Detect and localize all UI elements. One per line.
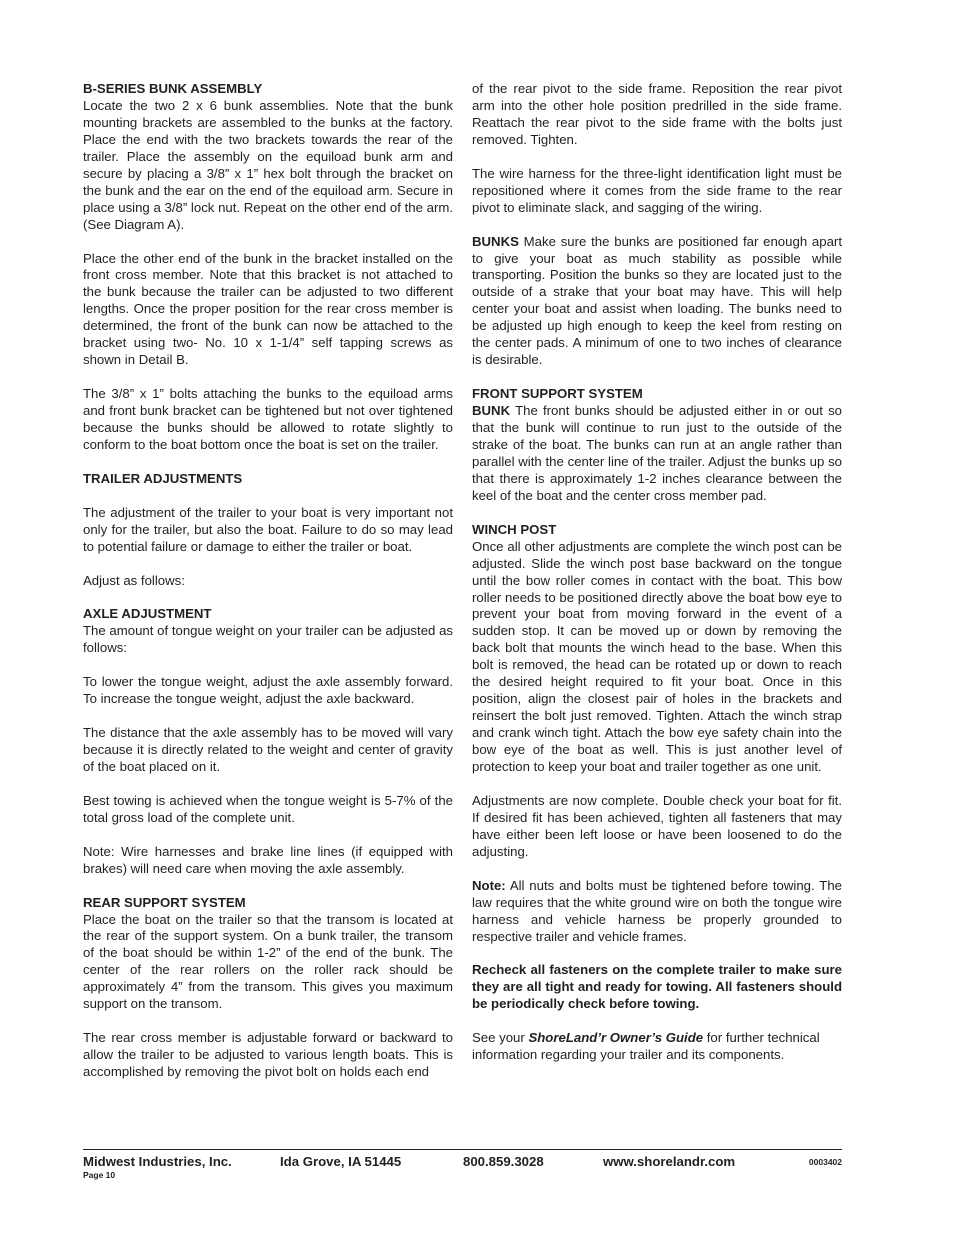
- bunk-assembly-paragraph-2: Place the other end of the bunk in the bracket installed on the front cross member. Note that this bracket is not attached to the bunk because the trailer can be adjusted to two different lengths. Once the proper position for the rear cross member is determined, the front of the bunk can now be attached to the bracket using two- No. 10 x 1-1/4” self tapping screws as shown in Detail B.: [83, 250, 453, 368]
- left-column: [83, 81, 453, 1098]
- front-support-section: [472, 386, 842, 505]
- owners-guide-suffix: for further technical information regarding your trailer and its components.: [472, 1030, 820, 1063]
- rear-support-heading: REAR SUPPORT SYSTEM: [83, 894, 246, 910]
- owners-guide-paragraph: [472, 1030, 842, 1064]
- note-paragraph: [472, 878, 842, 946]
- axle-adjustment-paragraph-4: Best towing is achieved when the tongue weight is 5-7% of the total gross load of the complete unit.: [83, 792, 453, 825]
- recheck-paragraph: Recheck all fasteners on the complete trailer to make sure they are all tight and ready for towing. All fasteners should be periodically check before towing.: [472, 962, 842, 1012]
- front-bunk-lead: BUNK: [472, 403, 511, 419]
- page-number: Page 10: [83, 1170, 116, 1180]
- bunks-lead: BUNKS: [472, 233, 519, 249]
- footer-phone: 800.859.3028: [463, 1154, 544, 1169]
- footer-website: www.shorelandr.com: [603, 1154, 736, 1169]
- footer-city: Ida Grove, IA 51445: [280, 1154, 402, 1169]
- bunks-paragraph: [472, 234, 842, 370]
- footer-doc-number: 0003402: [808, 1157, 842, 1167]
- footer-company: Midwest Industries, Inc.: [83, 1154, 232, 1169]
- owners-guide-title: ShoreLand’r Owner’s Guide: [528, 1030, 704, 1046]
- bunk-assembly-paragraph-1: Locate the two 2 x 6 bunk assemblies. Note that the bunk mounting brackets are assembled to the bunks at the factory. Place the end with the two brackets towards the rear of the trailer. Place the assembly on the equiload bunk arm and secure by placing a 3/8” x 1” hex bolt through the bracket on the bunk and the ear on the end of the equiload arm. Secure in place using a 3/8” lock nut. Repeat on the other end of the arm. (See Diagram A).: [83, 97, 453, 232]
- wire-harness-paragraph: The wire harness for the three-light identification light must be repositioned where it comes from the side frame to the rear pivot to eliminate slack, and sagging of the wiring.: [472, 165, 842, 215]
- trailer-adjustments-paragraph-1: The adjustment of the trailer to your boat is very important not only for the trailer, but also the boat. Failure to do so may lead to potential failure or damage to either the trailer or boat.: [83, 504, 453, 554]
- axle-adjustment-paragraph-5: Note: Wire harnesses and brake line lines (if equipped with brakes) will need care when moving the axle assembly.: [83, 843, 453, 876]
- winch-post-section: [472, 522, 842, 776]
- axle-adjustment-paragraph-2: To lower the tongue weight, adjust the axle assembly forward. To increase the tongue weight, adjust the axle backward.: [83, 674, 453, 707]
- rear-support-paragraph-1: Place the boat on the trailer so that the transom is located at the rear of the support system. On a bunk trailer, the transom of the boat should be within 1-2” of the end of the bunk. The center of the rear rollers on the roller rack should be approximately 4” from the transom. This gives you maximum support on the transom.: [83, 911, 453, 1012]
- note-lead: Note:: [472, 877, 506, 893]
- trailer-adjustments-section: [83, 471, 453, 488]
- axle-adjustment-heading: AXLE ADJUSTMENT: [83, 606, 212, 622]
- bunk-assembly-section: [83, 81, 453, 234]
- rear-support-paragraph-2: The rear cross member is adjustable forward or backward to allow the trailer to be adjusted to various length boats. This is accomplished by removing the pivot bolt on holds each end: [83, 1030, 453, 1080]
- note-text: All nuts and bolts must be tightened before towing. The law requires that the white ground wire on both the tongue wire harness and vehicle harness be properly grounded to respective trailer and vehicle frames.: [472, 877, 842, 944]
- front-support-text: The front bunks should be adjusted either in or out so that the bunk will continue to run just to the outside of the strake of the boat. The bunks can run at an angle rather than parallel with the center line of the trailer. Adjust the bunks up so that there is approximately 1-2 inches clearance between the keel of the boat and the center cross member pad.: [472, 403, 842, 503]
- rear-support-continuation: of the rear pivot to the side frame. Reposition the rear pivot arm into the other hole position predrilled in the side frame. Reattach the rear pivot to the side frame with the bolts just removed. Tighten.: [472, 81, 842, 147]
- winch-post-heading: WINCH POST: [472, 521, 557, 537]
- trailer-adjustments-heading: TRAILER ADJUSTMENTS: [83, 470, 243, 486]
- front-support-heading: FRONT SUPPORT SYSTEM: [472, 386, 643, 402]
- axle-adjustment-paragraph-3: The distance that the axle assembly has to be moved will vary because it is directly related to the weight and center of gravity of the boat placed on it.: [83, 725, 453, 774]
- page-footer: [83, 1149, 842, 1180]
- rear-support-section: [83, 895, 453, 1014]
- bunks-text: Make sure the bunks are positioned far enough apart to give your boat as much stability as possible while transporting. Position the bunks so they are located just to the outside of a strake that your boat may have. This will help center your boat and assist when loading. The bunks need to be adjusted up high enough to keep the keel from resting on the center pads. A minimum of one to two inches of clearance is desirable.: [472, 233, 842, 368]
- bunk-assembly-heading: B-SERIES BUNK ASSEMBLY: [83, 81, 263, 96]
- axle-adjustment-paragraph-1: The amount of tongue weight on your trailer can be adjusted as follows:: [83, 623, 453, 656]
- winch-post-paragraph: Once all other adjustments are complete the winch post can be adjusted. Slide the winch post base backward on the tongue until the bow roller comes in contact with the boat. This bow roller needs to be positioned directly above the boat bow eye to prevent your boat from moving forward in the event of a sudden stop. It can be moved up or down by removing the back bolt that mounts the winch head to the base. When this bolt is removed, the head can be rotated up or down to reach the desired height required to fit your boat. Once in this position, align the closest pair of holes in the brackets and reinsert the bolt just removed. Tighten. Attach the winch strap and crank winch tight. Attach the bow eye safety chain into the bow eye of the boat as well. This is just another level of protection to keep your boat and trailer together as one unit.: [472, 538, 842, 775]
- axle-adjustment-section: [83, 606, 453, 657]
- bunk-assembly-paragraph-3: The 3/8” x 1” bolts attaching the bunks to the equiload arms and front bunk bracket can be tightened but not over tightened because the bunks should be allowed to rotate slightly to conform to the boat bottom once the boat is set on the trailer.: [83, 386, 453, 452]
- right-column: [472, 81, 842, 1081]
- adjustments-complete-paragraph: Adjustments are now complete. Double check your boat for fit. If desired fit has been achieved, tighten all fasteners that may have either been left loose or have been loosened to do the adjusting.: [472, 792, 842, 859]
- trailer-adjustments-paragraph-2: Adjust as follows:: [83, 572, 185, 588]
- owners-guide-prefix: See your: [472, 1030, 529, 1046]
